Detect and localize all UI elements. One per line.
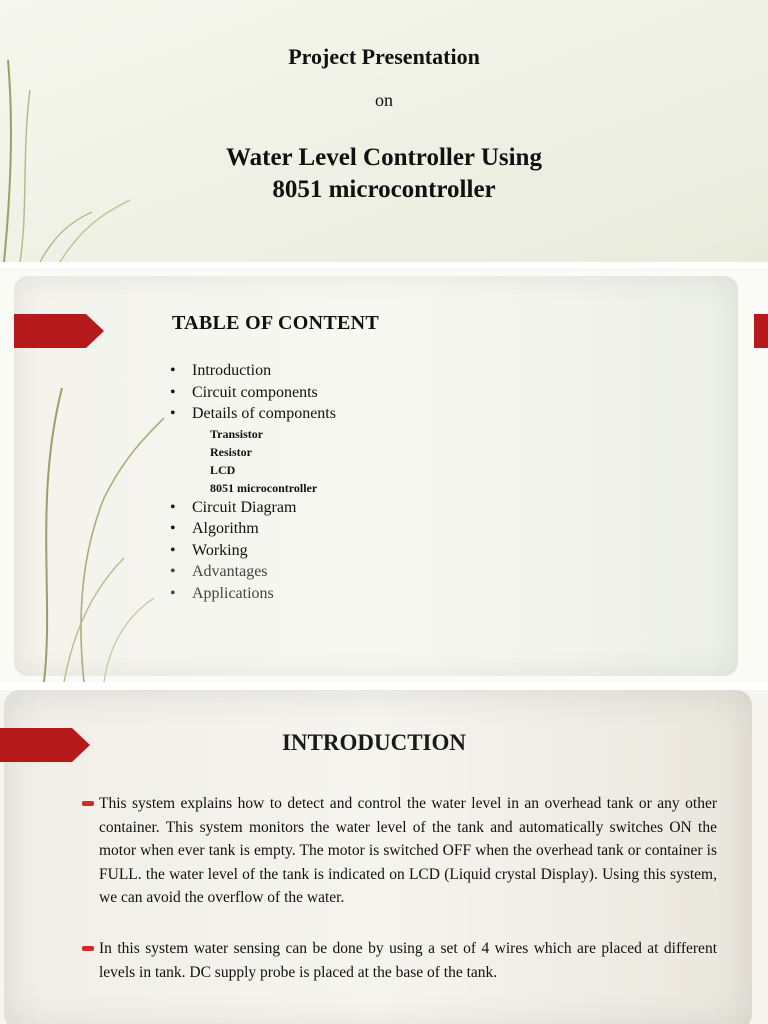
toc-item	[170, 360, 336, 382]
red-banner-right	[754, 314, 768, 348]
toc-subitem	[170, 461, 336, 479]
on-label: on	[375, 90, 393, 110]
toc-item	[170, 540, 336, 562]
toc-subitem-label: Resistor	[210, 444, 252, 459]
table-of-content-slide	[0, 268, 768, 682]
introduction-slide	[0, 690, 768, 1024]
toc-subitem-label: LCD	[210, 462, 236, 477]
intro-heading: INTRODUCTION	[281, 730, 467, 755]
leaf-decoration-icon	[0, 0, 140, 262]
toc-item-label: Applications	[192, 584, 274, 602]
presentation-label: Project Presentation	[288, 44, 480, 69]
project-title	[0, 142, 768, 206]
toc-subitem	[170, 443, 336, 461]
intro-paragraph-1: This system explains how to detect and control the water level in an overhead tank or any other container. This system monitors the water level of the tank and automatically switches ON the motor when ever tank is empty. The motor is switched OFF when the overhead tank or container is FULL. the water level of the tank is indicated on LCD (Liquid crystal Display). Using this system, we can avoid the overflow of the water.	[99, 795, 717, 906]
toc-item-label: Details of components	[192, 405, 336, 422]
bullet-icon	[82, 801, 94, 806]
toc-item	[170, 583, 336, 605]
bullet-icon: •	[170, 584, 176, 602]
bullet-icon: •	[170, 383, 176, 401]
project-title-line-2: 8051 microcontroller	[272, 176, 496, 203]
toc-item-label: Circuit components	[192, 383, 318, 401]
title-slide	[0, 0, 768, 262]
bullet-icon	[82, 946, 94, 951]
toc-heading: TABLE OF CONTENT	[172, 312, 380, 334]
toc-subitem-label: 8051 microcontroller	[210, 480, 318, 495]
intro-paragraph-2: In this system water sensing can be done by using a set of 4 wires which are placed at different levels in tank. DC supply probe is placed at the base of the tank.	[99, 940, 717, 981]
toc-item	[170, 497, 336, 519]
bullet-icon: •	[170, 563, 176, 580]
toc-item-label: Introduction	[192, 362, 272, 379]
toc-item-label: Working	[192, 541, 248, 559]
toc-item	[170, 518, 336, 540]
toc-item	[170, 561, 336, 583]
toc-item	[170, 382, 336, 404]
toc-item	[170, 403, 336, 425]
bullet-icon: •	[170, 405, 176, 422]
toc-list	[170, 360, 336, 604]
red-banner-left	[14, 314, 86, 348]
bullet-icon: •	[170, 498, 176, 516]
toc-item-label: Circuit Diagram	[192, 498, 297, 516]
slide-panel	[14, 276, 738, 676]
bullet-icon: •	[170, 541, 176, 559]
toc-subitem	[170, 425, 336, 443]
toc-subitem-label: Transistor	[210, 426, 264, 441]
project-title-line-1: Water Level Controller Using	[226, 144, 542, 171]
toc-subitem	[170, 479, 336, 497]
bullet-icon: •	[170, 520, 176, 537]
toc-item-label: Advantages	[192, 563, 268, 580]
bullet-icon: •	[170, 362, 176, 379]
toc-item-label: Algorithm	[192, 520, 259, 537]
